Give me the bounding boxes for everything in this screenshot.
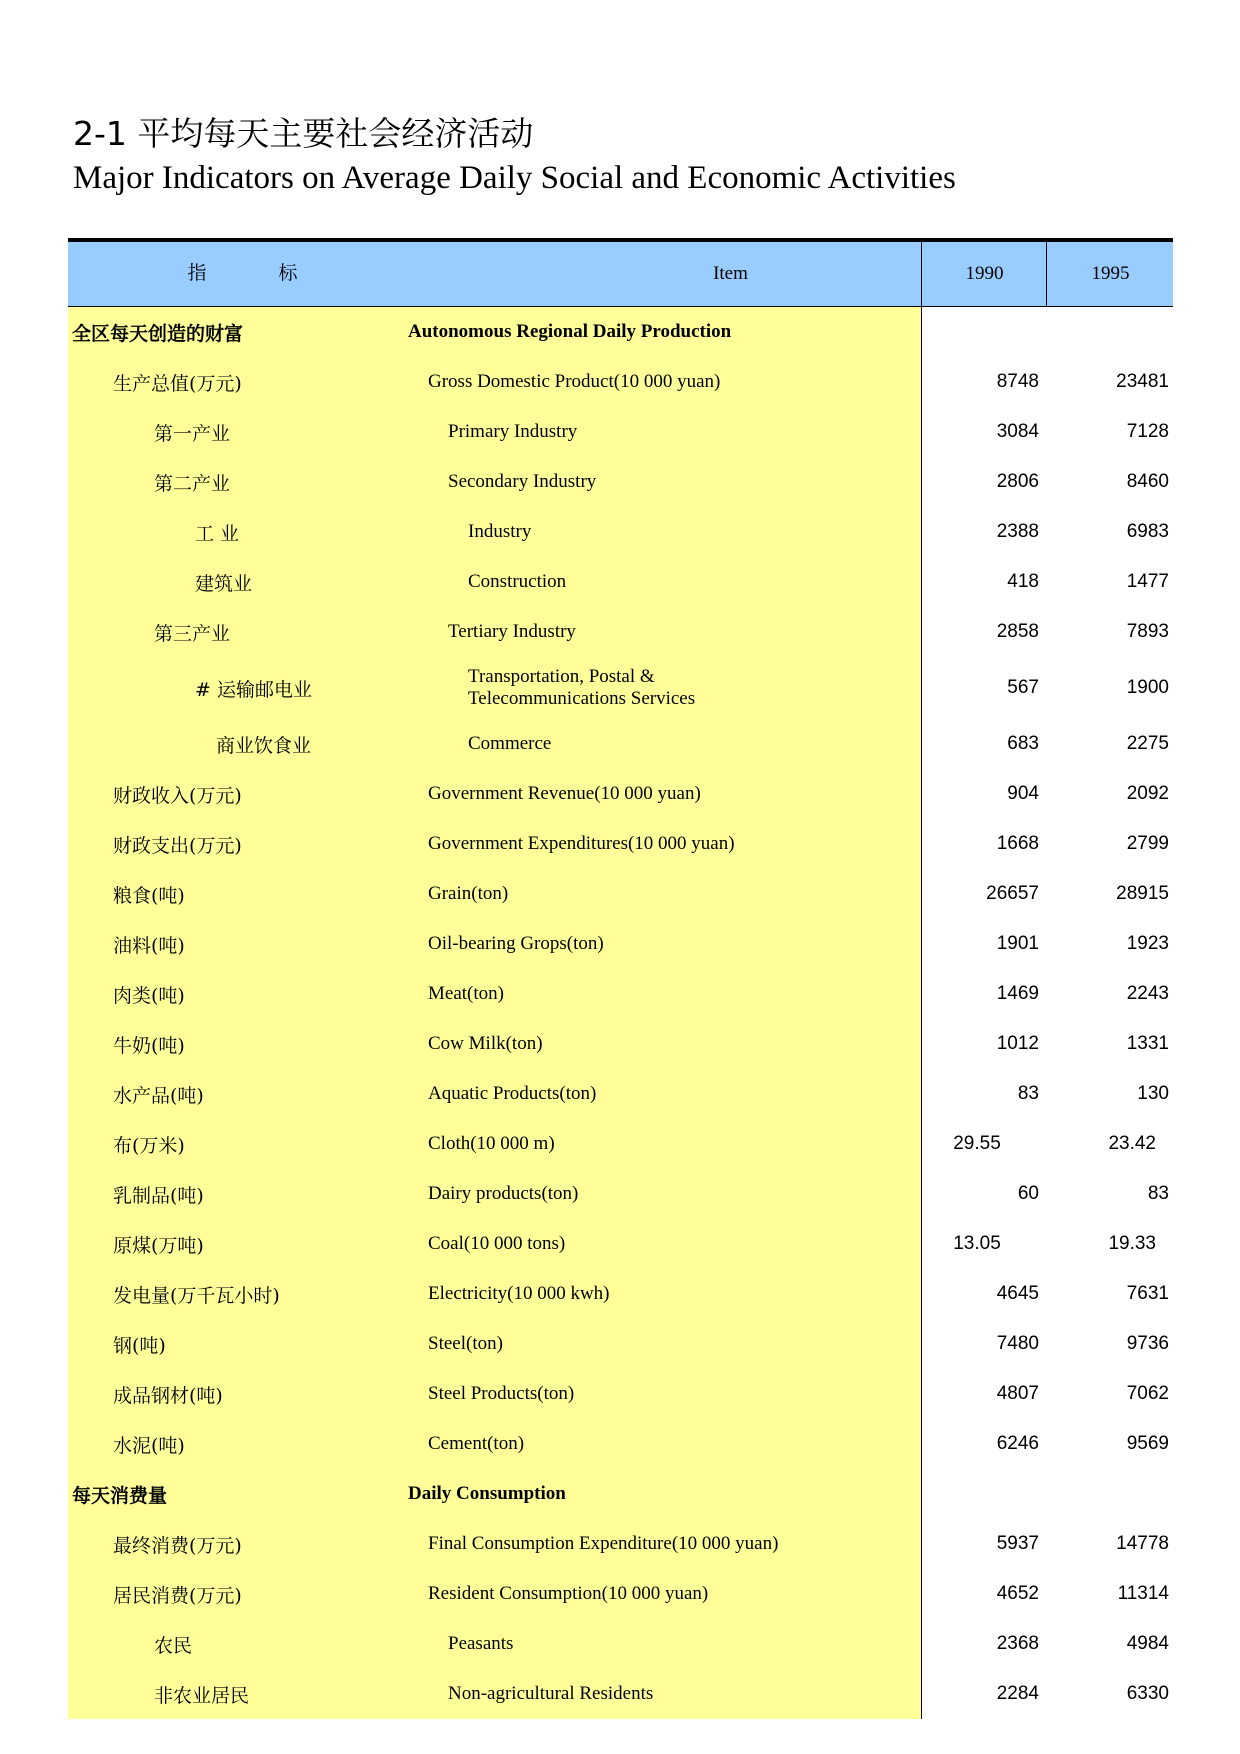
row-label-en: Tertiary Industry xyxy=(448,621,576,642)
value-1990: 4652 xyxy=(996,1583,1039,1604)
value-1990: 2284 xyxy=(996,1683,1039,1704)
value-1995: 23481 xyxy=(1116,371,1169,392)
row-label-en: Steel Products(ton) xyxy=(428,1383,575,1404)
value-1995: 6330 xyxy=(1126,1683,1169,1704)
value-1995: 9736 xyxy=(1126,1333,1169,1354)
value-1990: 5937 xyxy=(996,1533,1039,1554)
value-1995: 19.33 xyxy=(1108,1233,1156,1254)
value-1990: 8748 xyxy=(996,371,1039,392)
table-row xyxy=(68,1169,1173,1219)
row-label-cn: 油料(吨) xyxy=(113,934,185,957)
value-1995 xyxy=(1046,307,1169,357)
table-row xyxy=(68,1269,1173,1319)
table-row xyxy=(68,819,1173,869)
value-1990: 6246 xyxy=(996,1433,1039,1454)
title-english: Major Indicators on Average Daily Social and Economic Activities xyxy=(73,160,956,196)
table-header xyxy=(68,242,1173,307)
value-1990 xyxy=(921,1469,1039,1519)
row-label-en: Non-agricultural Residents xyxy=(448,1683,654,1704)
row-label-cn: 全区每天创造的财富 xyxy=(72,322,244,345)
value-1990: 567 xyxy=(1007,677,1039,698)
row-label-cn: 最终消费(万元) xyxy=(113,1534,242,1557)
value-1995: 1900 xyxy=(1126,677,1169,698)
value-1995 xyxy=(1046,1469,1169,1519)
row-label-en: Final Consumption Expenditure(10 000 yuan) xyxy=(428,1533,779,1554)
table-row xyxy=(68,869,1173,919)
value-1990: 904 xyxy=(1007,783,1039,804)
value-1990: 83 xyxy=(1017,1083,1039,1104)
value-1995: 7128 xyxy=(1126,421,1169,442)
value-1995: 7631 xyxy=(1126,1283,1169,1304)
table-row xyxy=(68,1569,1173,1619)
row-label-en: Commerce xyxy=(468,733,552,754)
table-row xyxy=(68,507,1173,557)
table-row xyxy=(68,919,1173,969)
table-row xyxy=(68,1319,1173,1369)
header-year-1995: 1995 xyxy=(1046,242,1174,306)
indicators-table xyxy=(68,238,1173,1719)
value-1995: 7062 xyxy=(1126,1383,1169,1404)
value-1995: 2799 xyxy=(1126,833,1169,854)
row-label-en: Daily Consumption xyxy=(408,1483,566,1504)
row-label-cn: 粮食(吨) xyxy=(113,884,185,907)
row-label-cn: 水泥(吨) xyxy=(113,1434,185,1457)
header-cn-biao: 标 xyxy=(278,263,298,284)
table-row xyxy=(68,457,1173,507)
value-1990: 1668 xyxy=(996,833,1039,854)
row-label-en: Peasants xyxy=(448,1633,514,1654)
table-row xyxy=(68,969,1173,1019)
table-row xyxy=(68,1619,1173,1669)
row-label-cn: 发电量(万千瓦小时) xyxy=(113,1284,280,1307)
row-label-cn: 居民消费(万元) xyxy=(113,1584,242,1607)
value-1995: 7893 xyxy=(1126,621,1169,642)
row-label-en: Construction xyxy=(468,571,567,592)
row-label-cn: 建筑业 xyxy=(195,572,253,595)
row-label-en: Coal(10 000 tons) xyxy=(428,1233,566,1254)
header-item: Item xyxy=(713,263,748,284)
row-label-cn: 非农业居民 xyxy=(154,1684,250,1707)
row-label-cn: 工 业 xyxy=(195,522,240,545)
header-cn-zhi: 指 xyxy=(187,263,207,284)
value-1990: 2858 xyxy=(996,621,1039,642)
row-label-en: Cement(ton) xyxy=(428,1433,525,1454)
value-1995: 8460 xyxy=(1126,471,1169,492)
table-row xyxy=(68,1419,1173,1469)
section-row xyxy=(68,307,1173,357)
row-label-en: Dairy products(ton) xyxy=(428,1183,579,1204)
table-rows xyxy=(68,307,1173,1719)
value-1990: 683 xyxy=(1007,733,1039,754)
value-1990: 1901 xyxy=(996,933,1039,954)
value-1990: 2388 xyxy=(996,521,1039,542)
row-label-en: Government Expenditures(10 000 yuan) xyxy=(428,833,735,854)
table-row xyxy=(68,1669,1173,1719)
table-row xyxy=(68,407,1173,457)
table-row xyxy=(68,557,1173,607)
value-1990: 13.05 xyxy=(953,1233,1001,1254)
row-label-cn: 财政收入(万元) xyxy=(113,784,242,807)
row-label-en: Aquatic Products(ton) xyxy=(428,1083,597,1104)
row-label-cn: 生产总值(万元) xyxy=(113,372,242,395)
row-label-cn: # 运输邮电业 xyxy=(195,678,312,701)
table-row xyxy=(68,1219,1173,1269)
row-label-cn: 成品钢材(吨) xyxy=(113,1384,223,1407)
row-label-en: Autonomous Regional Daily Production xyxy=(408,321,732,342)
table-row xyxy=(68,1019,1173,1069)
value-1995: 130 xyxy=(1137,1083,1169,1104)
table-row xyxy=(68,357,1173,407)
table-row xyxy=(68,1519,1173,1569)
value-1990: 60 xyxy=(1017,1183,1039,1204)
row-label-cn: 每天消费量 xyxy=(72,1484,168,1507)
row-label-en: Cow Milk(ton) xyxy=(428,1033,543,1054)
row-label-cn: 钢(吨) xyxy=(113,1334,166,1357)
row-label-en xyxy=(468,657,695,719)
table-row xyxy=(68,1369,1173,1419)
row-label-en-line2: Telecommunications Services xyxy=(468,688,696,709)
value-1995: 1477 xyxy=(1126,571,1169,592)
table-body xyxy=(68,307,1173,1719)
value-1995: 23.42 xyxy=(1108,1133,1156,1154)
row-label-cn: 财政支出(万元) xyxy=(113,834,242,857)
value-1990: 2368 xyxy=(996,1633,1039,1654)
value-1995: 6983 xyxy=(1126,521,1169,542)
value-1990: 3084 xyxy=(996,421,1039,442)
value-1990: 7480 xyxy=(996,1333,1039,1354)
row-label-en: Steel(ton) xyxy=(428,1333,503,1354)
value-1990: 4807 xyxy=(996,1383,1039,1404)
row-label-en-line1: Transportation, Postal & xyxy=(468,666,655,687)
value-1990 xyxy=(921,307,1039,357)
row-label-cn: 水产品(吨) xyxy=(113,1084,204,1107)
value-1995: 14778 xyxy=(1116,1533,1169,1554)
value-1995: 2243 xyxy=(1126,983,1169,1004)
row-label-en: Secondary Industry xyxy=(448,471,597,492)
row-label-cn: 牛奶(吨) xyxy=(113,1034,185,1057)
row-label-cn: 第一产业 xyxy=(154,422,231,445)
header-year-1990: 1990 xyxy=(921,242,1047,306)
value-1995: 4984 xyxy=(1126,1633,1169,1654)
row-label-en: Industry xyxy=(468,521,532,542)
row-label-cn: 布(万米) xyxy=(113,1134,185,1157)
value-1995: 2092 xyxy=(1126,783,1169,804)
row-label-en: Electricity(10 000 kwh) xyxy=(428,1283,610,1304)
table-row xyxy=(68,1119,1173,1169)
value-1990: 26657 xyxy=(986,883,1039,904)
row-label-cn: 原煤(万吨) xyxy=(113,1234,204,1257)
value-1995: 83 xyxy=(1147,1183,1169,1204)
value-1995: 11314 xyxy=(1117,1583,1169,1604)
title-chinese: 2-1 平均每天主要社会经济活动 xyxy=(73,114,534,153)
row-label-cn: 第三产业 xyxy=(154,622,231,645)
value-1990: 29.55 xyxy=(953,1133,1001,1154)
table-row xyxy=(68,769,1173,819)
row-label-en: Gross Domestic Product(10 000 yuan) xyxy=(428,371,721,392)
value-1995: 9569 xyxy=(1126,1433,1169,1454)
row-label-cn: 农民 xyxy=(154,1634,193,1657)
row-label-en: Cloth(10 000 m) xyxy=(428,1133,555,1154)
value-1995: 1331 xyxy=(1126,1033,1169,1054)
value-1995: 1923 xyxy=(1126,933,1169,954)
value-1990: 1469 xyxy=(996,983,1039,1004)
row-label-en: Oil-bearing Grops(ton) xyxy=(428,933,604,954)
row-label-cn: 商业饮食业 xyxy=(216,734,312,757)
section-row xyxy=(68,1469,1173,1519)
row-label-en: Primary Industry xyxy=(448,421,578,442)
value-1990: 2806 xyxy=(996,471,1039,492)
table-row xyxy=(68,607,1173,657)
value-1990: 418 xyxy=(1007,571,1039,592)
value-1995: 28915 xyxy=(1116,883,1169,904)
row-label-cn: 肉类(吨) xyxy=(113,984,185,1007)
row-label-cn: 乳制品(吨) xyxy=(113,1184,204,1207)
row-label-en: Resident Consumption(10 000 yuan) xyxy=(428,1583,709,1604)
table-row xyxy=(68,719,1173,769)
row-label-cn: 第二产业 xyxy=(154,472,231,495)
row-label-en: Government Revenue(10 000 yuan) xyxy=(428,783,701,804)
value-1990: 1012 xyxy=(996,1033,1039,1054)
table-row xyxy=(68,657,1173,719)
row-label-en: Meat(ton) xyxy=(428,983,504,1004)
value-1990: 4645 xyxy=(996,1283,1039,1304)
row-label-en: Grain(ton) xyxy=(428,883,509,904)
table-row xyxy=(68,1069,1173,1119)
value-1995: 2275 xyxy=(1126,733,1169,754)
